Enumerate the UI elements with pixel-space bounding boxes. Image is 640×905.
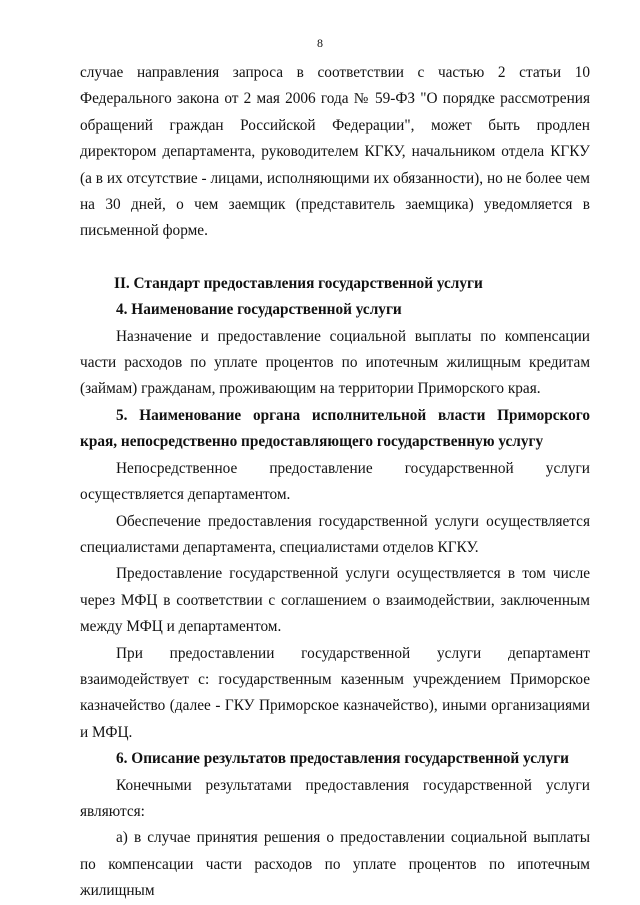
paragraph-continuation: случае направления запроса в соответствии с частью 2 статьи 10 Федерального закона от 2 мая 2006 года № 59-ФЗ "О порядке рассмотрения обращений граждан Российской Федерации", может быть продлен директором департамента, руководителем КГКУ, начальником отдела КГКУ (а в их отсутствие - лицами, исполняющими их обязанности), но не более чем на 30 дней, о чем заемщик (представитель заемщика) уведомляется в письменной форме. (80, 64, 590, 240)
subheading-service-name: 4. Наименование государственной услуги (116, 301, 402, 319)
section-heading-standard: II. Стандарт предоставления государственной услуги (114, 274, 483, 292)
paragraph-interaction: При предоставлении государственной услуги департамент взаимодействует с: государственным казенным учреждением Приморское казначейство (далее - ГКУ Приморское казначейство), иными организациями и МФЦ. (80, 644, 590, 741)
paragraph-final-results: Конечными результатами предоставления государственной услуги являются: (80, 776, 590, 820)
paragraph-service-name: Назначение и предоставление социальной выплаты по компенсации части расходов по уплате процентов по ипотечным жилищным кредитам (займам) гражданам, проживающим на территории Приморского края. (80, 327, 590, 398)
paragraph-result-a: а) в случае принятия решения о предоставлении социальной выплаты по компенсации части расходов по уплате процентов по ипотечным жилищным (80, 829, 590, 900)
page-number: 8 (317, 36, 323, 50)
paragraph-specialists: Обеспечение предоставления государственной услуги осуществляется специалистами департамента, специалистами отделов КГКУ. (80, 512, 590, 556)
paragraph-direct-provision: Непосредственное предоставление государственной услуги осуществляется департаментом. (80, 459, 590, 504)
paragraph-mfc: Предоставление государственной услуги осуществляется в том числе через МФЦ в соответствии с соглашением о взаимодействии, заключенным между МФЦ и департаментом. (80, 565, 590, 636)
document-body (80, 60, 590, 905)
subheading-results: 6. Описание результатов предоставления государственной услуги (116, 750, 569, 768)
subheading-authority: 5. Наименование органа исполнительной власти Приморского края, непосредственно предоставляющего государственную услугу (80, 406, 590, 451)
